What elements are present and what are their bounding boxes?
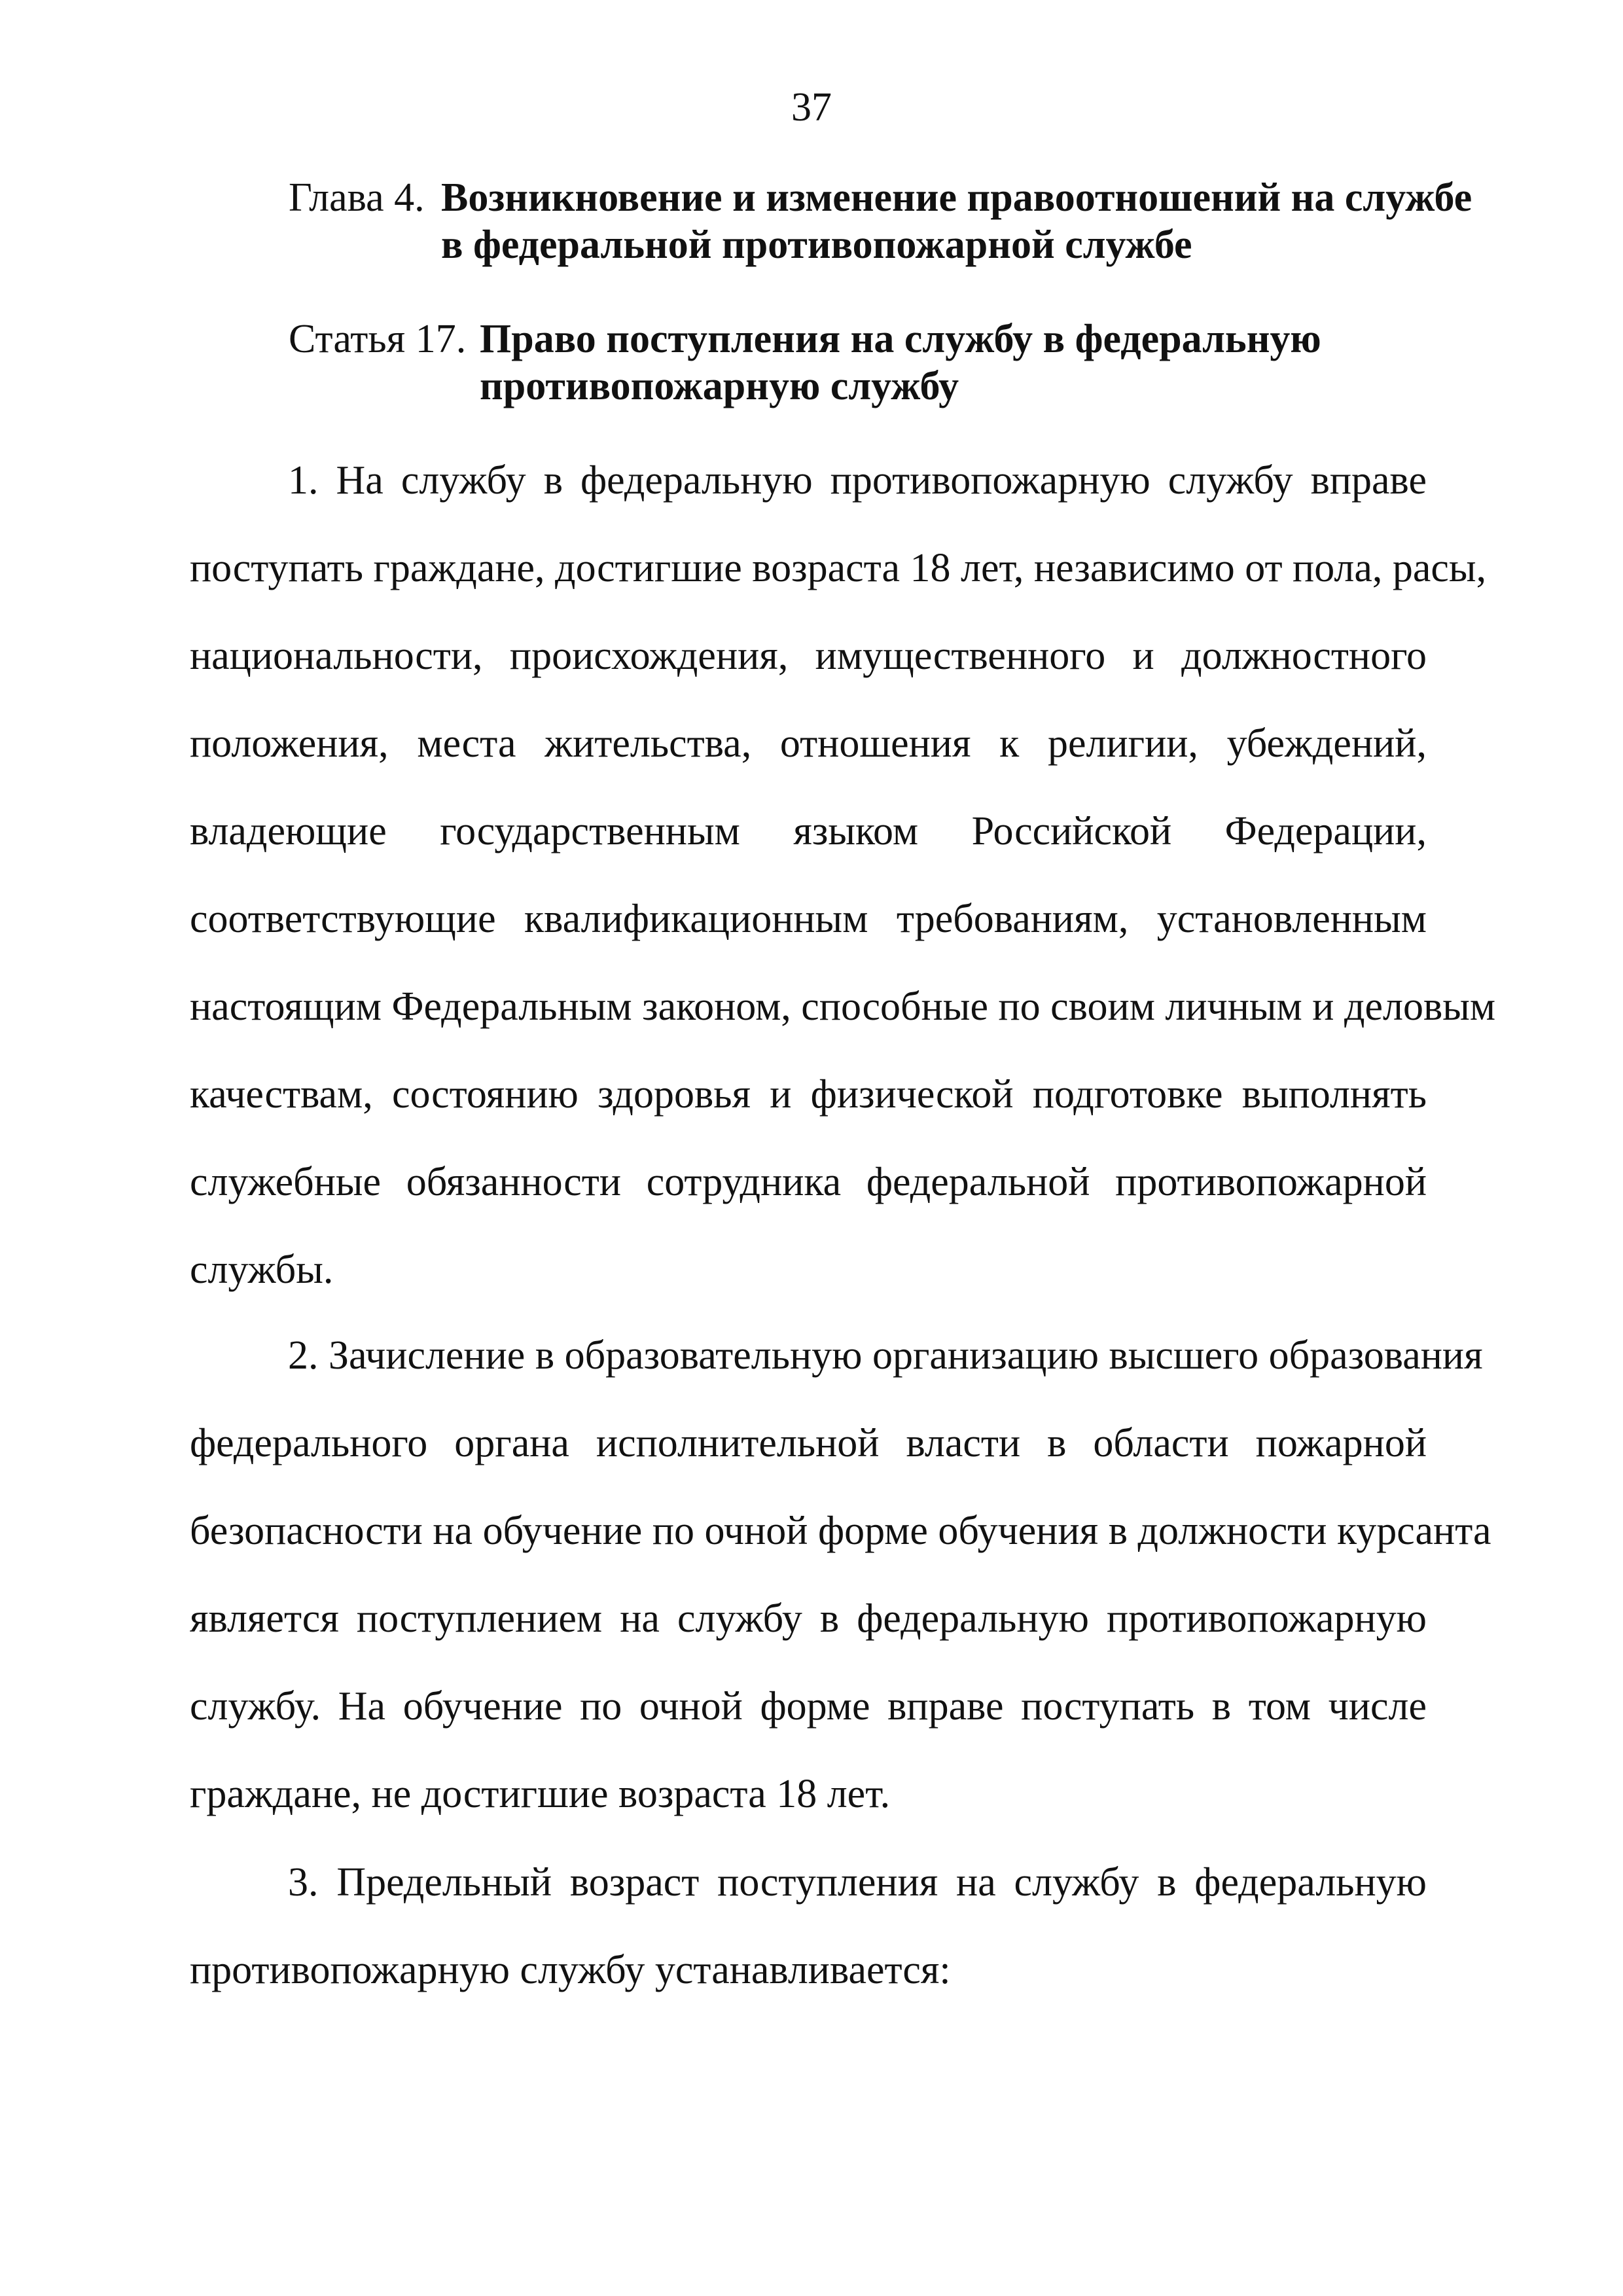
paragraph-2 (190, 1312, 1491, 1838)
chapter-heading (289, 174, 1472, 272)
paragraph-line: служебные обязанности сотрудника федеральной противопожарной (190, 1160, 1427, 1204)
paragraph-1 (190, 437, 1496, 1314)
paragraph-line: федерального органа исполнительной власти в области пожарной (190, 1421, 1427, 1465)
chapter-number: Глава 4. (289, 175, 425, 220)
chapter-title-line: в федеральной противопожарной службе (441, 223, 1192, 267)
paragraph-line: национальности, происхождения, имущественного и должностного (190, 634, 1427, 678)
paragraph-line: противопожарную службу устанавливается: (190, 1948, 951, 1992)
article-number: Статья 17. (289, 317, 467, 361)
paragraph-line: безопасности на обучение по очной форме обучения в должности курсанта (190, 1509, 1491, 1553)
paragraph-line: службу. На обучение по очной форме вправе поступать в том числе (190, 1684, 1427, 1729)
paragraph-line: граждане, не достигшие возраста 18 лет. (190, 1772, 891, 1816)
paragraph-line: соответствующие квалификационным требованиям, установленным (190, 897, 1427, 941)
paragraph-line: поступать граждане, достигшие возраста 18 лет, независимо от пола, расы, (190, 546, 1487, 590)
paragraph-line: службы. (190, 1247, 334, 1292)
paragraph-line: качествам, состоянию здоровья и физической подготовке выполнять (190, 1072, 1427, 1117)
paragraph-line: 3. Предельный возраст поступления на службу в федеральную (288, 1860, 1427, 1905)
paragraph-line: настоящим Федеральным законом, способные по своим личным и деловым (190, 984, 1496, 1029)
article-heading (289, 315, 1427, 414)
paragraph-line: 1. На службу в федеральную противопожарную службу вправе (288, 458, 1427, 503)
article-title-line: Право поступления на службу в федеральную (480, 317, 1321, 361)
article-title-line: противопожарную службу (480, 364, 959, 408)
page-number: 37 (791, 85, 832, 130)
paragraph-line: владеющие государственным языком Российской Федерации, (190, 809, 1427, 853)
chapter-title-line: Возникновение и изменение правоотношений на службе (441, 175, 1472, 220)
paragraph-line: является поступлением на службу в федеральную противопожарную (190, 1596, 1427, 1641)
paragraph-3 (190, 1839, 1427, 2014)
paragraph-line: положения, места жительства, отношения к религии, убеждений, (190, 721, 1427, 766)
paragraph-line: 2. Зачисление в образовательную организацию высшего образования (288, 1333, 1483, 1378)
